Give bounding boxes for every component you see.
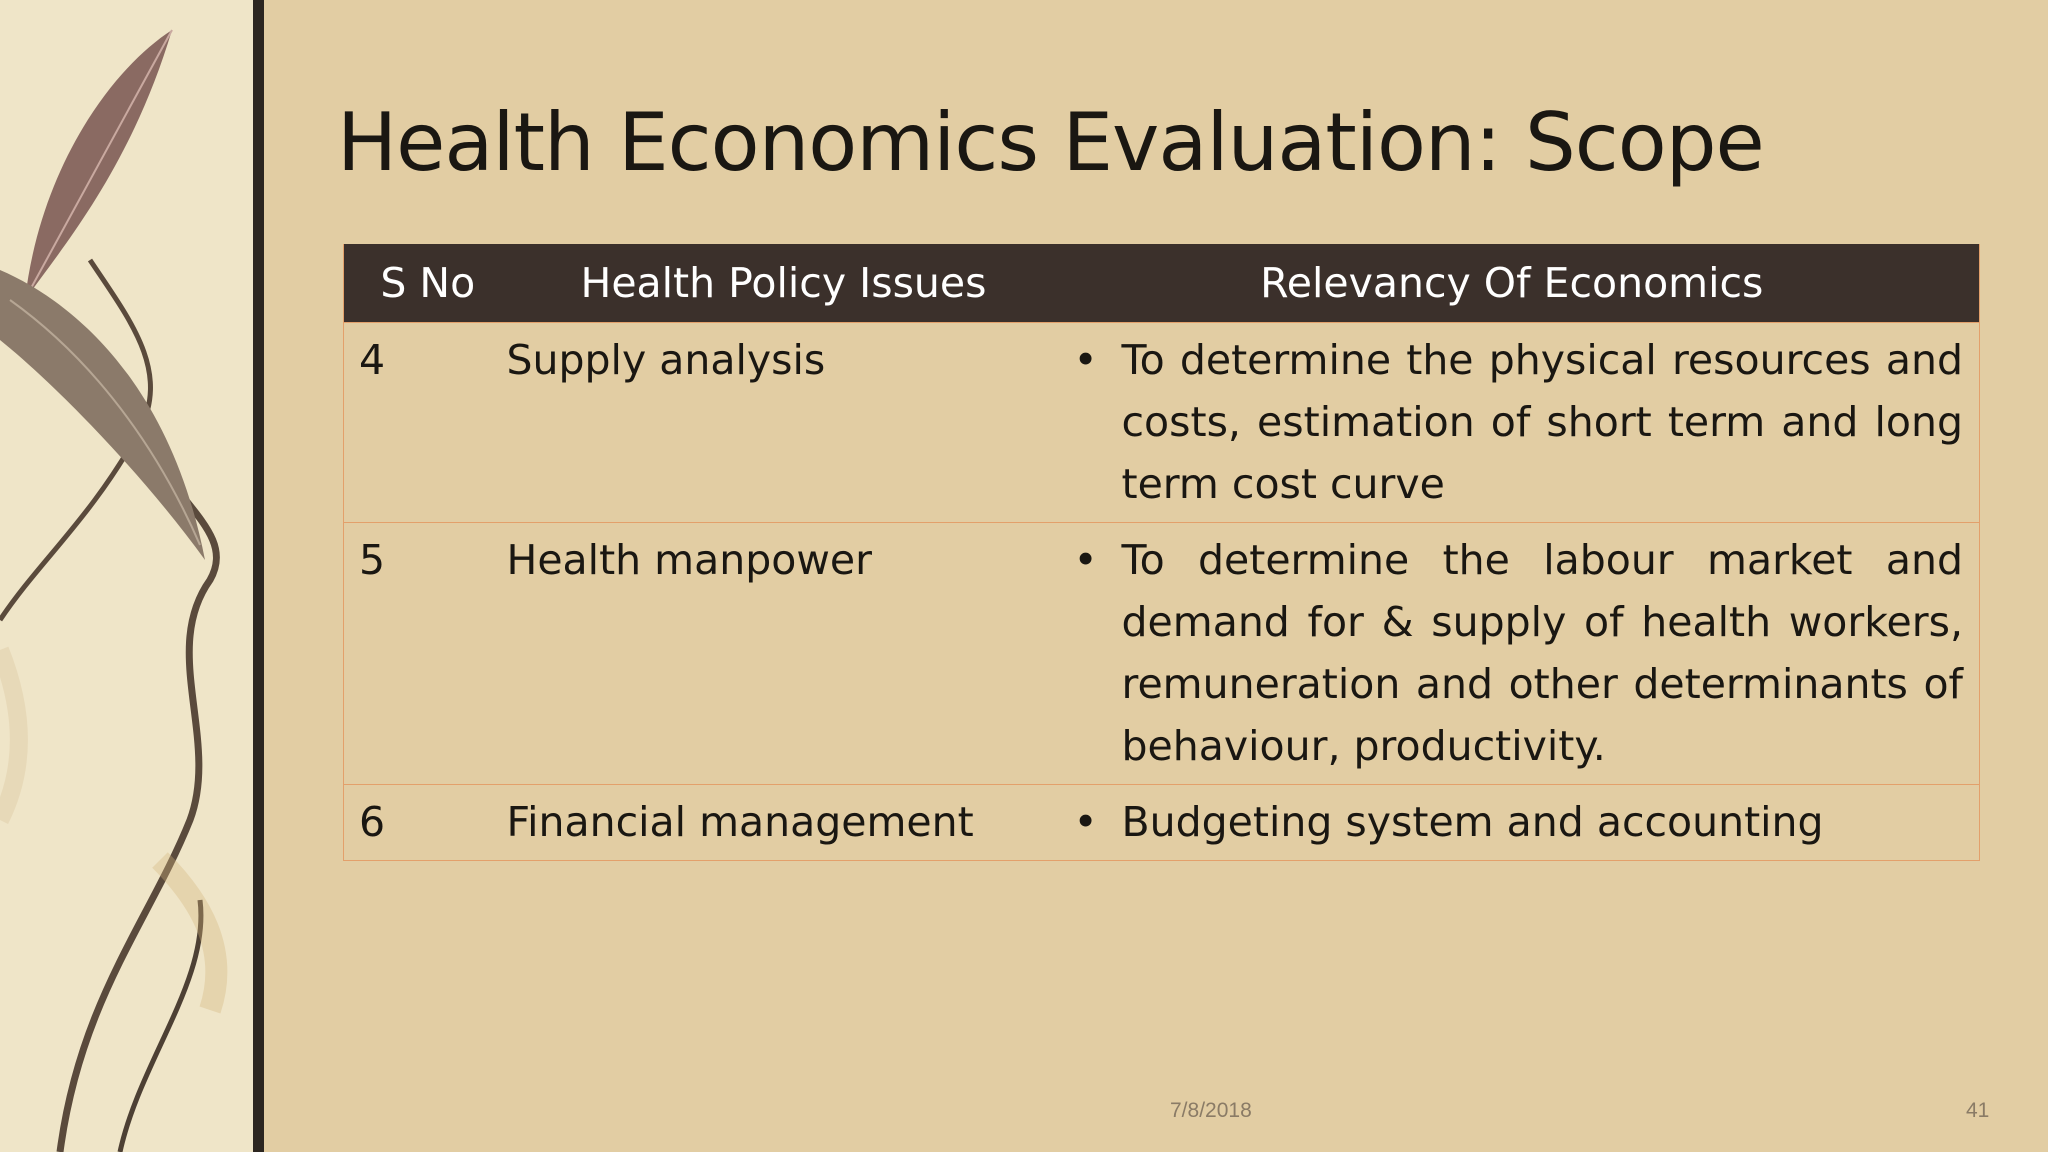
header-relevancy-of-economics: Relevancy Of Economics	[1061, 244, 1980, 322]
bullet-glyph: •	[1073, 335, 1098, 384]
cell-relevancy	[1061, 322, 1980, 522]
decorative-leaf-panel	[0, 0, 253, 1152]
leaf-branch-illustration	[0, 0, 253, 1152]
header-sno: S No	[344, 244, 497, 322]
cell-relevancy	[1061, 784, 1980, 860]
relevancy-text: To determine the labour market and demand for & supply of health workers, remuneration and other determinants of behaviour, productivity.	[1121, 535, 1963, 770]
cell-issue: Financial management	[497, 784, 1061, 860]
table-row	[344, 784, 1980, 860]
footer-date: 7/8/2018	[1170, 1099, 1252, 1122]
slide-title: Health Economics Evaluation: Scope	[337, 96, 1764, 189]
cell-issue: Supply analysis	[497, 322, 1061, 522]
relevancy-text: Budgeting system and accounting	[1121, 797, 1824, 846]
cell-relevancy	[1061, 522, 1980, 784]
table-row	[344, 322, 1980, 522]
cell-sno: 6	[344, 784, 497, 860]
relevancy-text: To determine the physical resources and costs, estimation of short term and long term cost curve	[1121, 335, 1963, 508]
cell-sno: 4	[344, 322, 497, 522]
header-health-policy-issues: Health Policy Issues	[497, 244, 1061, 322]
bullet-glyph: •	[1073, 535, 1098, 584]
cell-issue: Health manpower	[497, 522, 1061, 784]
scope-table	[343, 244, 1980, 861]
table-row	[344, 522, 1980, 784]
bullet-glyph: •	[1073, 797, 1098, 846]
table-header-row	[344, 244, 1980, 322]
cell-sno: 5	[344, 522, 497, 784]
slide-page-number: 41	[1966, 1099, 1990, 1122]
vertical-divider-bar	[253, 0, 264, 1152]
